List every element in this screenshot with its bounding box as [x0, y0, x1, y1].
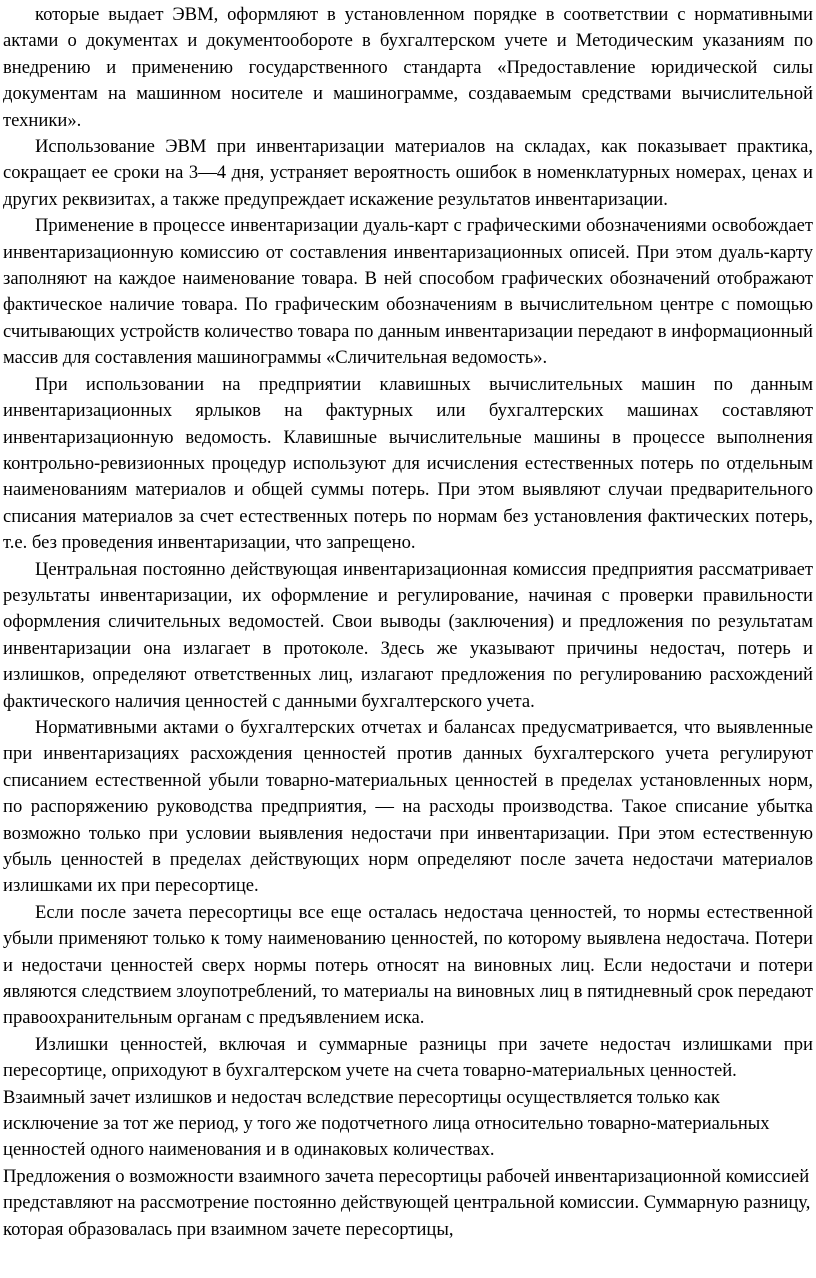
paragraph-surplus: Излишки ценностей, включая и суммарные разницы при зачете недостач излишками при пересортице, оприходуют в бухгалтерском учете на счета товарно-материальных ценностей. — [3, 1033, 813, 1082]
paragraph-remaining-shortage: Если после зачета пересортицы все еще осталась недостача ценностей, то нормы естественной убыли применяют только к тому наименованию ценностей, по которому выявлена недостача. Потери и недостачи ценностей сверх нормы потерь относят на виновных лиц. Если недостачи и потери являются следствием злоупотреблений, то материалы на виновных лиц в пятидневный срок передают правоохранительным органам с предъявлением иска. — [3, 901, 813, 1029]
paragraph-dual-cards: Применение в процессе инвентаризации дуаль-карт с графическими обозначениями освобождает инвентаризационную комиссию от составления инвентаризационных описей. При этом дуаль-карту заполняют на каждое наименование товара. В ней способом графических обозначений отображают фактическое наличие товара. По графическим обозначениям в вычислительном центре с помощью считывающих устройств количество товара по данным инвентаризации передают в информационный массив для составления машинограммы «Сличительная ведомость». — [3, 215, 813, 369]
paragraph-central-commission: Центральная постоянно действующая инвентаризационная комиссия предприятия рассматривает результаты инвентаризации, их оформление и регулирование, начиная с проверки правильности оформления сличительных ведомостей. Свои выводы (заключения) и предложения по результатам инвентаризации она излагает в протоколе. Здесь же указывают причины недостач, потерь и излишков, определяют ответственных лиц, излагают предложения по регулированию расхождений фактического наличия ценностей с данными бухгалтерского учета. — [3, 558, 813, 712]
paragraph-key-machines: При использовании на предприятии клавишных вычислительных машин по данным инвентаризационных ярлыков на фактурных или бухгалтерских машинах составляют инвентаризационную ведомость. Клавишные вычислительные машины в процессе выполнения контрольно-ревизионных процедур используют для исчисления естественных потерь по отдельным наименованиям материалов и общей суммы потерь. При этом выявляют случаи предварительного списания материалов за счет естественных потерь по нормам без установления фактических потерь, т.е. без проведения инвентаризации, что запрещено. — [3, 373, 813, 554]
paragraph-evm-output: которые выдает ЭВМ, оформляют в установленном порядке в соответствии с нормативными актами о документах и документообороте в бухгалтерском учете и Методическим указаниям по внедрению и применению государственного стандарта «Предоставление юридической силы документам на машинном носителе и машинограмме, создаваемым средствами вычислительной техники». — [3, 4, 813, 131]
paragraph-offset-proposals: Предложения о возможности взаимного зачета пересортицы рабочей инвентаризационной комиссией представляют на рассмотрение постоянно действующей центральной комиссии. Суммарную разницу, которая образовалась при взаимном зачете пересортицы, — [3, 1165, 811, 1240]
paragraph-normative-acts: Нормативными актами о бухгалтерских отчетах и балансах предусматривается, что выявленные при инвентаризациях расхождения ценностей против данных бухгалтерского учета регулируют списанием естественной убыли товарно-материальных ценностей в пределах установленных норм, по распоряжению руководства предприятия, — на расходы производства. Такое списание убытка возможно только при условии выявления недостачи при инвентаризации. При этом естественную убыль ценностей в пределах действующих норм определяют после зачета недостачи материалов излишками их при пересортице. — [3, 716, 813, 897]
paragraph-mutual-offset: Взаимный зачет излишков и недостач вследствие пересортицы осуществляется только как исключение за тот же период, у того же подотчетного лица относительно товарно-материальных ценностей одного наименования и в одинаковых количествах. — [3, 1086, 770, 1161]
paragraph-evm-usage: Использование ЭВМ при инвентаризации материалов на складах, как показывает практика, сокращает ее сроки на 3—4 дня, устраняет вероятность ошибок в номенклатурных номерах, ценах и других реквизитах, а также предупреждает искажение результатов инвентаризации. — [3, 136, 813, 210]
